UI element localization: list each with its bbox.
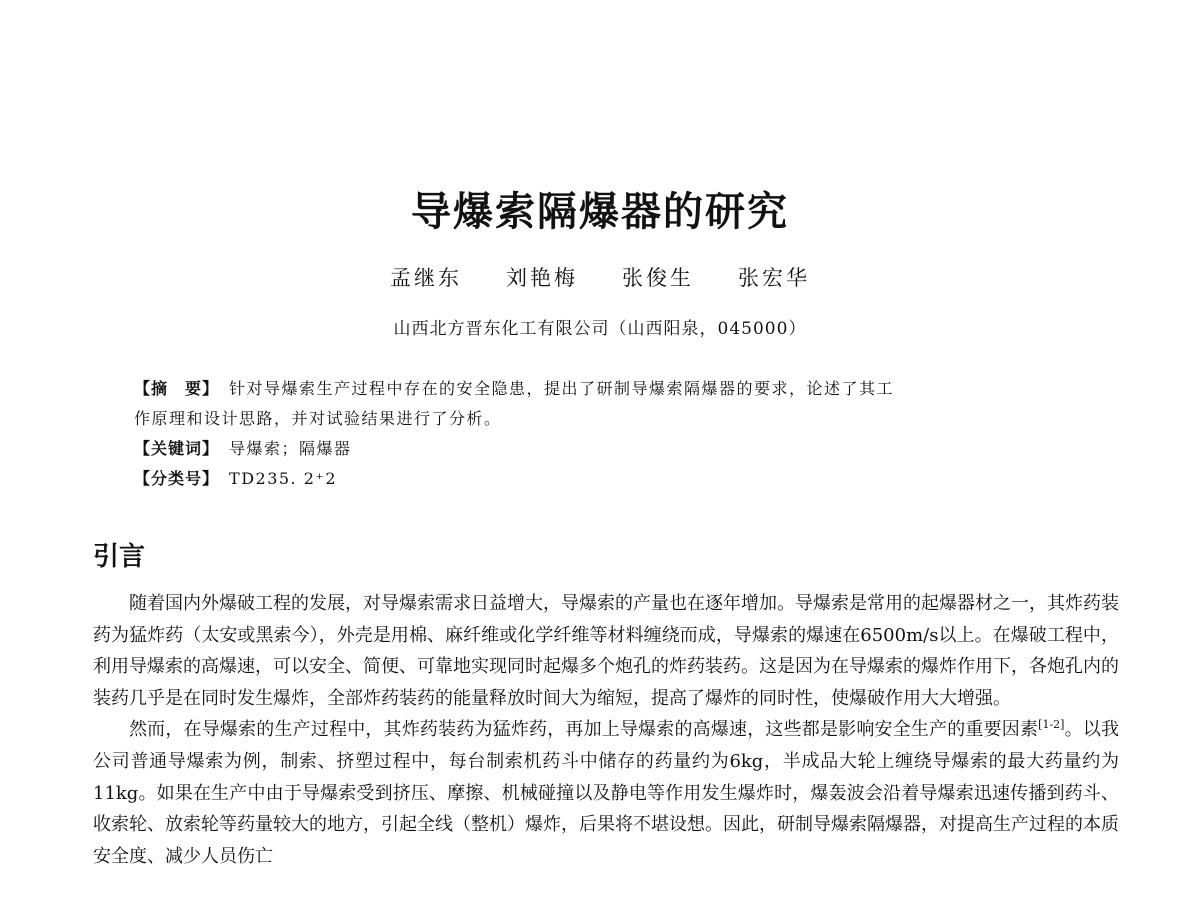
intro-body — [93, 588, 1119, 872]
abstract-text: 针对导爆索生产过程中存在的安全隐患，提出了研制导爆索隔爆器的要求，论述了其工 — [229, 379, 895, 398]
abstract-label: 【摘 要】 — [134, 379, 220, 398]
intro-paragraph-1: 随着国内外爆破工程的发展，对导爆索需求日益增大，导爆索的产量也在逐年增加。导爆索是常用的起爆器材之一，其炸药装药为猛炸药（太安或黑索今），外壳是用棉、麻纤维或化学纤维等材料缠绕而成，导爆索的爆速在6500m/s以上。在爆破工程中，利用导爆索的高爆速，可以安全、简便、可靠地实现同时起爆多个炮孔的炸药装药。这是因为在导爆索的爆炸作用下，各炮孔内的装药几乎是在同时发生爆炸，全部炸药装药的能量释放时间大为缩短，提高了爆炸的同时性，使爆破作用大大增强。 — [93, 593, 1119, 709]
paragraph-text: 然而，在导爆索的生产过程中，其炸药装药为猛炸药，再加上导爆索的高爆速，这些都是影响安全生产的重要因素 — [129, 719, 1039, 741]
classification-line — [134, 464, 1084, 494]
author-name: 张宏华 — [738, 266, 810, 290]
author-name: 孟继东 — [390, 266, 462, 290]
classification-text: TD235. 2⁺2 — [229, 469, 338, 488]
abstract-line — [134, 404, 1084, 434]
paper-title: 导爆索隔爆器的研究 — [411, 188, 789, 235]
author-affiliation: 山西北方晋东化工有限公司（山西阳泉，045000） — [393, 319, 807, 339]
citation-marker: [1-2] — [1038, 718, 1065, 732]
abstract-line — [134, 374, 1084, 404]
author-name: 刘艳梅 — [506, 266, 578, 290]
section-heading-intro: 引言 — [93, 542, 146, 572]
keywords-text: 导爆索；隔爆器 — [229, 439, 352, 458]
classification-label: 【分类号】 — [134, 469, 220, 488]
intro-paragraph-2 — [93, 714, 1119, 872]
keywords-line — [134, 434, 1084, 464]
abstract-block — [134, 374, 1084, 494]
author-name: 张俊生 — [622, 266, 694, 290]
paragraph-text: 。以我公司普通导爆索为例，制索、挤塑过程中，每台制索机药斗中储存的药量约为6kg，半成品大轮上缠绕导爆索的最大药量约为11kg。如果在生产中由于导爆索受到挤压、摩擦、机械碰撞以及静电等作用发生爆炸时，爆轰波会沿着导爆索迅速传播到药斗、收索轮、放索轮等药量较大的地方，引起全线（整机）爆炸，后果将不堪设想。因此，研制导爆索隔爆器，对提高生产过程的本质安全度、减少人员伤亡 — [93, 719, 1120, 867]
abstract-text-continued: 作原理和设计思路，并对试验结果进行了分析。 — [134, 409, 502, 428]
author-list — [0, 262, 1200, 292]
keywords-label: 【关键词】 — [134, 439, 220, 458]
